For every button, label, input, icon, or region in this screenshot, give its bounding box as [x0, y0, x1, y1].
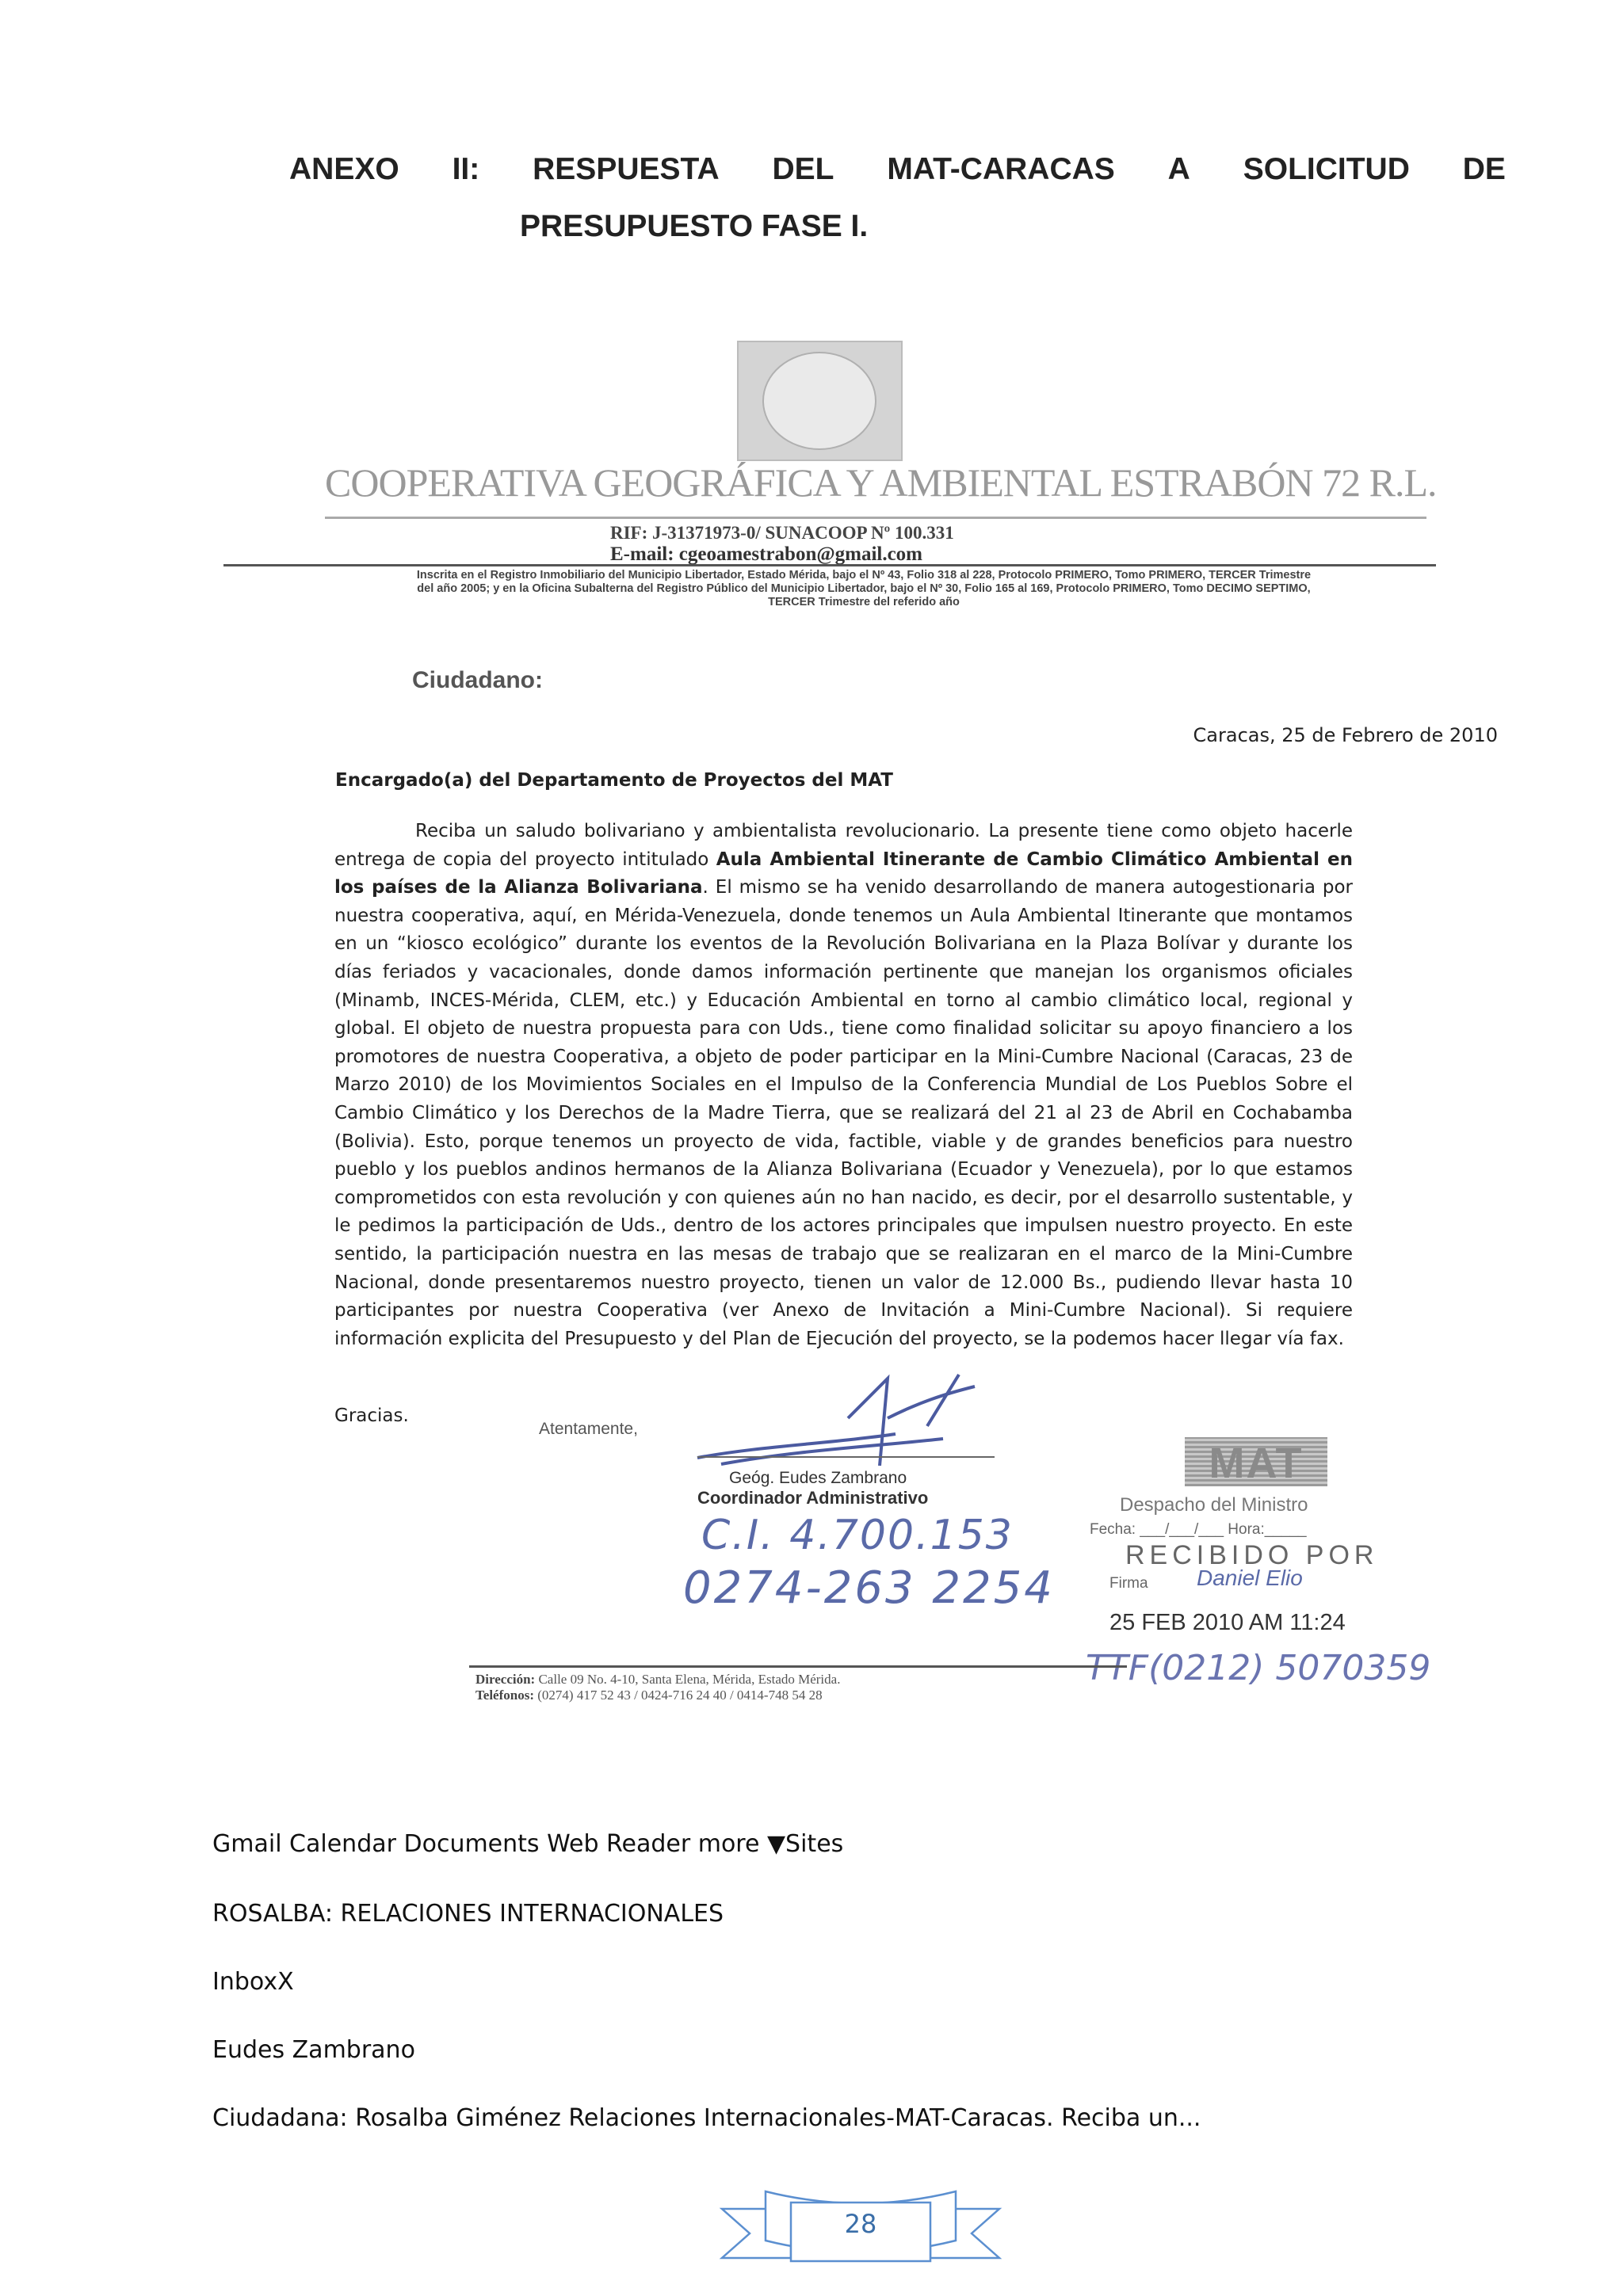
- registration-note: Inscrita en el Registro Inmobiliario del Municipio Libertador, Estado Mérida, bajo el Nº 43, Folio 318 al 228, Protocolo PRIMERO, Tomo PRIMERO, TERCER Trimestre del año 2005; y en la Oficina Subalterna del Registro Público del Municipio Libertador, bajo el Nº 30, Folio 165 al 169, Protocolo PRIMERO, Tomo DECIMO SEPTIMO, TERCER Trimestre del referido año: [416, 569, 1312, 608]
- heading-word: DEL: [772, 152, 834, 186]
- heading-word: A: [1167, 152, 1190, 186]
- heading-word: II:: [452, 152, 480, 186]
- phones-text: (0274) 417 52 43 / 0424-716 24 40 / 0414-748 54 28: [537, 1688, 823, 1703]
- stamp-recibido: RECIBIDO POR: [1125, 1540, 1379, 1570]
- body-text: . El mismo se ha venido desarrollando de manera autogestionaria por nuestra cooperativa, aquí, en Mérida-Venezuela, donde tenemos un Aula Ambiental Itinerante que montamos en un “kiosco ecológico” durante los eventos de la Revolución Bolivariana en la Plaza Bolívar y durante los días feriados y vacacionales, donde damos información pertinente que manejan los organismos oficiales (Minamb, INCES-Mérida, CLEM, etc.) y Educación Ambiental en torno al cambio climático local, regional y global. El objeto de nuestra propuesta para con Uds., tiene como finalidad solicitar su apoyo financiero a los promotores de nuestra Cooperativa, a objeto de poder participar en la Mini-Cumbre Nacional (Caracas, 23 de Marzo 2010) de los Movimientos Sociales en el Impulso de la Conferencia Mundial de Los Pueblos Sobre el Cambio Climático y los Derechos de la Madre Tierra, que se realizará del 21 al 23 de Abril en Cochabamba (Bolivia). Esto, porque tenemos un proyecto de vida, factible, viable y de grandes beneficios para nuestro pueblo y los pueblos andinos hermanos de la Alianza Bolivariana (Ecuador y Venezuela), por lo que estamos comprometidos con esta revolución y con quienes aún no han nacido, es decir, por el desarrollo sustentable, y le pedimos la participación de Uds., dentro de los actores principales que impulsen nuestro proyecto. En este sentido, la participación nuestra en las mesas de trabajo que se realizaran en el marco de la Mini-Cumbre Nacional, donde presentaremos nuestro proyecto, tienen un valor de 12.000 Bs., pudiendo llevar hasta 10 participantes por nuestra Cooperativa (ver Anexo de Invitación a Mini-Cumbre Nacional). Si requiere información explicita del Presupuesto y del Plan de Ejecución del proyecto, se la podemos hacer llegar vía fax.: [334, 877, 1353, 1349]
- address-text: Calle 09 No. 4-10, Santa Elena, Mérida, Estado Mérida.: [538, 1672, 841, 1687]
- gmail-section: ROSALBA: RELACIONES INTERNACIONALES: [212, 1900, 724, 1928]
- letter-body: [334, 818, 1353, 1353]
- heading-word: MAT-CARACAS: [887, 152, 1115, 186]
- rif-number: RIF: J-31371973-0/ SUNACOOP Nº 100.331: [610, 523, 954, 543]
- handwritten-phone: 0274-263 2254: [683, 1562, 1055, 1614]
- signature-line: [697, 1456, 995, 1458]
- stamp-fecha: Fecha: ___/___/___ Hora:_____: [1090, 1521, 1307, 1538]
- footer-address: [475, 1672, 840, 1703]
- page-number: 28: [844, 2209, 877, 2239]
- recipient: Encargado(a) del Departamento de Proyectos del MAT: [335, 770, 893, 791]
- letter-date: Caracas, 25 de Febrero de 2010: [1193, 724, 1498, 746]
- divider: [325, 517, 1426, 519]
- signatory-name: Geóg. Eudes Zambrano: [729, 1469, 907, 1487]
- phones-label: Teléfonos:: [475, 1688, 534, 1703]
- annex-heading-line2: PRESUPUESTO FASE I.: [520, 209, 869, 243]
- handwritten-id: C.I. 4.700.153: [701, 1512, 1014, 1559]
- heading-word: DE: [1462, 152, 1506, 186]
- body-text: Reciba un saludo bolivariano y ambientalista revolucionario. La presente tiene como objeto hacerle entrega de copia del proyecto intitulado: [334, 821, 1353, 870]
- gmail-snippet: Ciudadana: Rosalba Giménez Relaciones Internacionales-MAT-Caracas. Reciba un...: [212, 2104, 1201, 2132]
- stamp-date: 25 FEB 2010 AM 11:24: [1109, 1610, 1346, 1635]
- cooperative-name: COOPERATIVA GEOGRÁFICA Y AMBIENTAL ESTRABÓN 72 R.L.: [325, 460, 1437, 505]
- gmail-nav: Gmail Calendar Documents Web Reader more ▼Sites: [212, 1830, 844, 1858]
- salutation: Ciudadano:: [412, 667, 543, 693]
- signatory-role: Coordinador Administrativo: [697, 1488, 929, 1508]
- mat-logo-text: MAT: [1209, 1440, 1304, 1487]
- heading-word: SOLICITUD: [1243, 152, 1410, 186]
- stamp-firma-label: Firma: [1109, 1575, 1148, 1592]
- annex-heading: [289, 152, 1506, 187]
- cooperative-email: E-mail: cgeoamestrabon@gmail.com: [610, 543, 923, 565]
- stamp-firma-signature: Daniel Elio: [1197, 1566, 1303, 1590]
- closing: Gracias.: [334, 1405, 409, 1426]
- scanned-letter: [214, 333, 1498, 1743]
- gmail-sender: Eudes Zambrano: [212, 2036, 415, 2064]
- divider: [469, 1665, 1127, 1668]
- heading-word: RESPUESTA: [533, 152, 720, 186]
- divider: [223, 564, 1436, 566]
- handwritten-signature: [689, 1371, 1022, 1482]
- stamp-office: Despacho del Ministro: [1120, 1494, 1308, 1516]
- cooperative-logo: [737, 341, 903, 461]
- handwritten-fax: TTF(0212) 5070359: [1086, 1648, 1431, 1688]
- heading-word: ANEXO: [289, 152, 399, 186]
- globe-icon: [762, 352, 876, 450]
- atentamente: Atentamente,: [539, 1420, 638, 1438]
- gmail-inbox: InboxX: [212, 1968, 294, 1996]
- project-title: Aula Ambiental Itinerante de Cambio Climático Ambiental en los países de la Alianza Bolivariana: [334, 849, 1353, 898]
- address-label: Dirección:: [475, 1672, 536, 1687]
